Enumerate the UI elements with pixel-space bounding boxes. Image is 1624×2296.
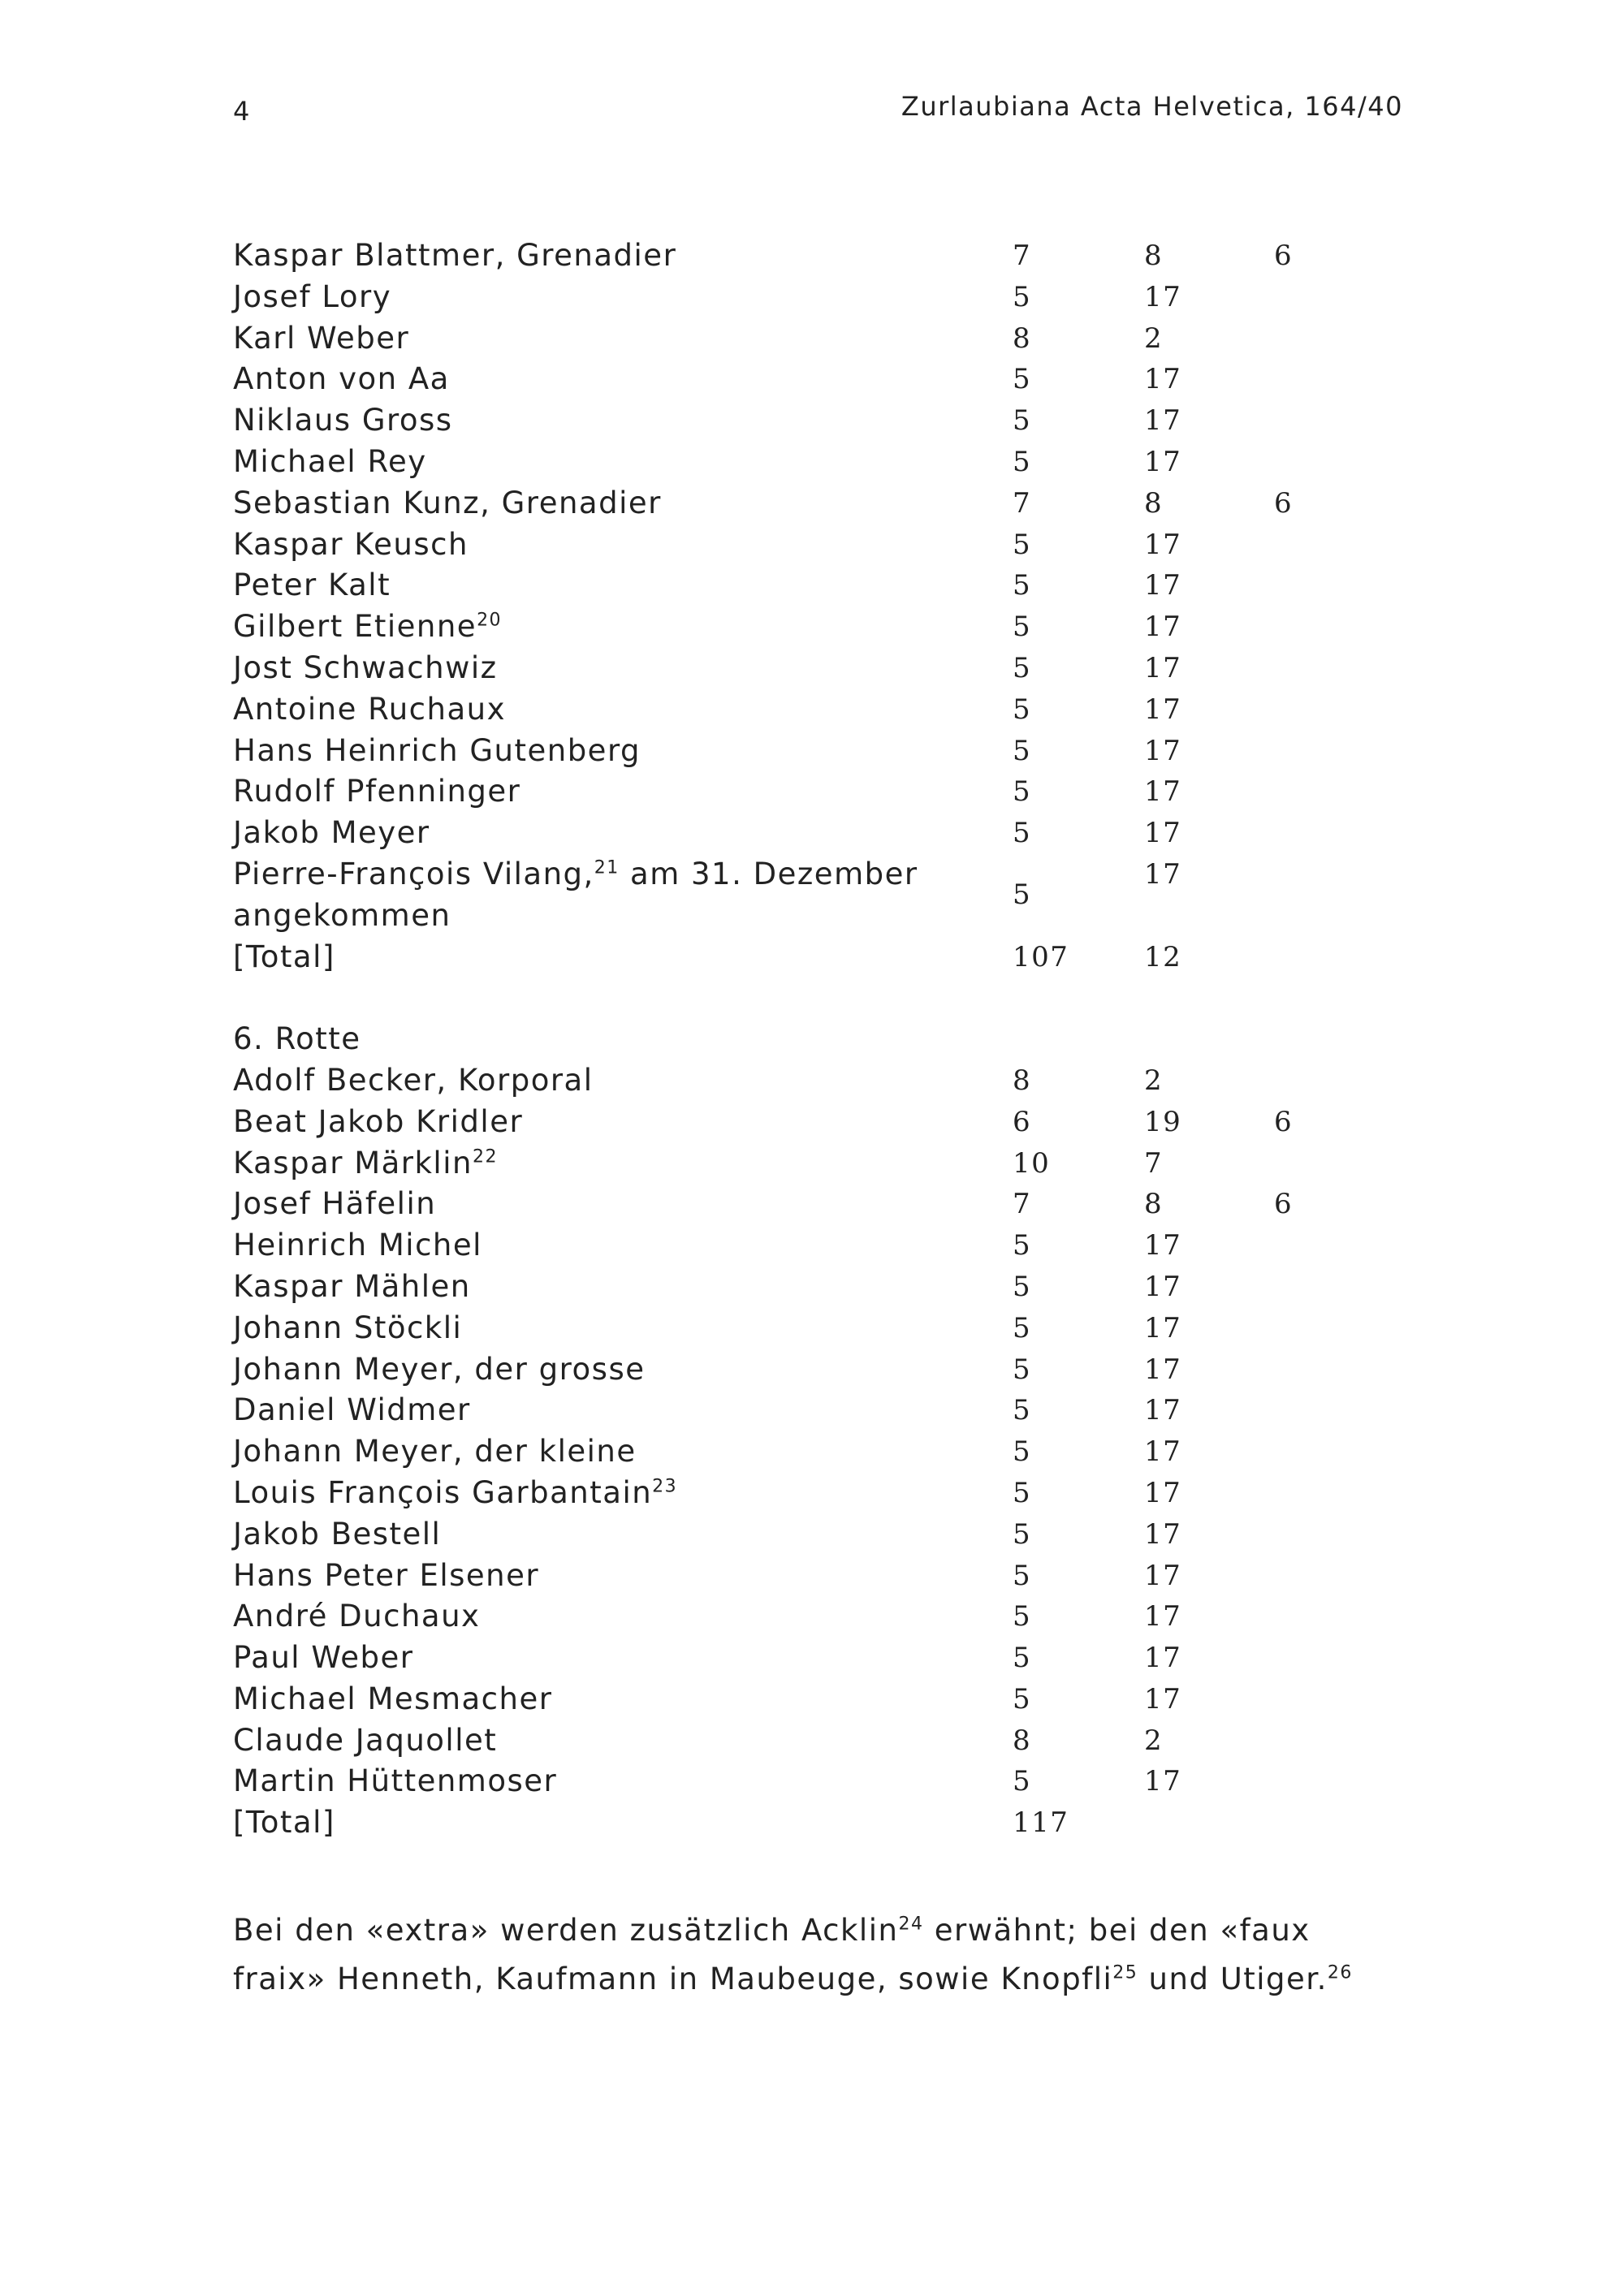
name-text: Hans Peter Elsener <box>233 1557 540 1593</box>
name-cell <box>233 1473 964 1514</box>
table-row <box>233 1431 1386 1473</box>
name-cell <box>233 1102 964 1143</box>
table-row <box>233 235 1386 277</box>
table-row <box>233 1225 1386 1267</box>
name-text: Martin Hüttenmoser <box>233 1763 558 1799</box>
table-row <box>233 937 1386 978</box>
value-col-2: 17 <box>1144 1682 1182 1716</box>
name-cell <box>233 1679 964 1720</box>
name-text: Michael Rey <box>233 443 427 479</box>
table-row <box>233 1390 1386 1431</box>
value-col-1: 5 <box>1013 445 1032 478</box>
table-row <box>233 1679 1386 1720</box>
value-col-2: 17 <box>1144 1642 1182 1675</box>
name-cell <box>233 1267 964 1308</box>
table-row <box>233 1308 1386 1349</box>
name-cell <box>233 235 964 277</box>
name-text: Louis François Garbantain <box>233 1474 653 1510</box>
value-col-2: 8 <box>1144 1188 1164 1221</box>
value-col-2: 12 <box>1144 940 1182 973</box>
value-col-3: 6 <box>1274 486 1294 520</box>
name-text: Johann Meyer, der grosse <box>233 1351 646 1387</box>
value-col-2: 17 <box>1144 1229 1182 1262</box>
name-cell <box>233 400 964 442</box>
name-cell <box>233 937 964 978</box>
value-col-2: 17 <box>1144 651 1182 684</box>
table-row <box>233 277 1386 318</box>
running-header: Zurlaubiana Acta Helvetica, 164/40 <box>901 91 1403 122</box>
footnote-ref-25: 25 <box>1112 1962 1138 1983</box>
value-col-1: 5 <box>1013 528 1032 561</box>
value-col-2: 17 <box>1144 693 1182 726</box>
name-text: Johann Meyer, der kleine <box>233 1434 637 1470</box>
name-text: Paul Weber <box>233 1640 414 1676</box>
table-row <box>233 606 1386 648</box>
footnote-ref: 21 <box>594 857 620 878</box>
table-row <box>233 565 1386 606</box>
name-cell <box>233 731 964 772</box>
table-row <box>233 1638 1386 1679</box>
value-col-2: 17 <box>1144 611 1182 644</box>
table-row <box>233 689 1386 731</box>
name-text: Daniel Widmer <box>233 1392 471 1428</box>
footnote-ref: 20 <box>477 610 503 631</box>
footnote-ref-26: 26 <box>1327 1962 1353 1983</box>
name-text: Sebastian Kunz, Grenadier <box>233 485 662 520</box>
value-col-2: 17 <box>1144 363 1182 396</box>
name-text: Kaspar Mählen <box>233 1268 471 1304</box>
name-cell <box>233 689 964 731</box>
name-cell <box>233 854 964 937</box>
name-text: Josef Lory <box>233 278 392 314</box>
value-col-1: 5 <box>1013 1270 1032 1303</box>
name-text: Claude Jaquollet <box>233 1722 498 1758</box>
name-cell <box>233 1761 964 1802</box>
value-col-1: 5 <box>1013 1642 1032 1675</box>
name-text: Adolf Becker, Korporal <box>233 1062 594 1098</box>
value-col-2: 17 <box>1144 1311 1182 1344</box>
name-text: Peter Kalt <box>233 568 391 603</box>
name-text: Niklaus Gross <box>233 403 453 438</box>
value-col-1: 107 <box>1013 940 1069 973</box>
name-text: Karl Weber <box>233 320 410 356</box>
value-col-1: 5 <box>1013 280 1032 313</box>
table-row <box>233 1267 1386 1308</box>
value-col-1: 5 <box>1013 775 1032 809</box>
name-text: Gilbert Etienne <box>233 609 477 645</box>
table-row <box>233 1556 1386 1597</box>
name-text: Antoine Ruchaux <box>233 691 506 727</box>
value-col-1: 5 <box>1013 651 1032 684</box>
name-text: Kaspar Blattmer, Grenadier <box>233 238 677 273</box>
value-col-2: 17 <box>1144 1476 1182 1509</box>
value-col-2: 17 <box>1144 817 1182 850</box>
value-col-2: 17 <box>1144 1394 1182 1427</box>
value-col-1: 6 <box>1013 1105 1032 1138</box>
name-cell <box>233 1720 964 1762</box>
name-cell <box>233 771 964 813</box>
name-cell <box>233 1060 964 1102</box>
value-col-3: 6 <box>1274 1188 1294 1221</box>
table-row <box>233 1060 1386 1102</box>
value-col-2: 2 <box>1144 1724 1164 1757</box>
value-col-1: 7 <box>1013 240 1032 272</box>
name-cell <box>233 359 964 400</box>
value-col-2: 2 <box>1144 322 1164 355</box>
name-text: Josef Häfelin <box>233 1186 437 1222</box>
table-row <box>233 1514 1386 1556</box>
table-row <box>233 813 1386 854</box>
value-col-1: 5 <box>1013 1559 1032 1592</box>
value-col-2: 17 <box>1144 1270 1182 1303</box>
name-text: Rudolf Pfenninger <box>233 774 521 809</box>
value-col-1: 5 <box>1013 1311 1032 1344</box>
name-cell <box>233 1143 964 1185</box>
value-col-2: 17 <box>1144 734 1182 767</box>
value-col-3: 6 <box>1274 240 1294 272</box>
table-row <box>233 1761 1386 1802</box>
table-row <box>233 1184 1386 1225</box>
name-text: Heinrich Michel <box>233 1228 482 1263</box>
value-col-1: 7 <box>1013 486 1032 520</box>
table-row <box>233 1143 1386 1185</box>
name-cell <box>233 1802 964 1844</box>
value-col-1: 5 <box>1013 363 1032 396</box>
name-text: André Duchaux <box>233 1599 481 1634</box>
row-spacer <box>233 978 1386 1019</box>
name-cell <box>233 1225 964 1267</box>
name-cell <box>233 1390 964 1431</box>
value-col-2: 17 <box>1144 857 1182 891</box>
value-col-1: 5 <box>1013 569 1032 602</box>
value-col-1: 8 <box>1013 1724 1032 1757</box>
table-row <box>233 1102 1386 1143</box>
value-col-2: 19 <box>1144 1105 1182 1138</box>
name-text: Jakob Bestell <box>233 1516 442 1552</box>
name-cell <box>233 1308 964 1349</box>
name-cell <box>233 483 964 524</box>
table-row <box>233 524 1386 566</box>
name-cell <box>233 813 964 854</box>
name-cell <box>233 277 964 318</box>
value-col-1: 5 <box>1013 817 1032 850</box>
table-row <box>233 359 1386 400</box>
value-col-2: 17 <box>1144 1765 1182 1798</box>
value-col-1: 5 <box>1013 1229 1032 1262</box>
value-col-1: 5 <box>1013 1765 1032 1798</box>
value-col-1: 5 <box>1013 611 1032 644</box>
note-part-2: erwähnt; bei den «faux fraix» Henneth, Kaufmann in Maubeuge, sowie Knopfli <box>233 1913 1311 1996</box>
value-col-1: 5 <box>1013 734 1032 767</box>
footnote-ref: 23 <box>652 1476 678 1497</box>
footnote-ref-24: 24 <box>898 1914 924 1935</box>
value-col-2: 17 <box>1144 775 1182 809</box>
name-cell <box>233 1184 964 1225</box>
page-number: 4 <box>233 96 251 127</box>
name-cell <box>233 1431 964 1473</box>
value-col-1: 8 <box>1013 322 1032 355</box>
table-row <box>233 1596 1386 1638</box>
value-col-2: 8 <box>1144 486 1164 520</box>
name-text-tail: am 31. Dezember angekommen <box>233 856 918 933</box>
name-text: [Total] <box>233 939 335 974</box>
value-col-1: 10 <box>1013 1146 1051 1180</box>
name-text: Kaspar Märklin <box>233 1145 473 1180</box>
name-text: Jost Schwachwiz <box>233 650 498 685</box>
name-text: Anton von Aa <box>233 361 450 397</box>
table-row <box>233 318 1386 360</box>
table-row <box>233 1720 1386 1762</box>
table-row <box>233 771 1386 813</box>
name-cell <box>233 1556 964 1597</box>
name-text: Michael Mesmacher <box>233 1681 553 1716</box>
value-col-1: 5 <box>1013 1682 1032 1716</box>
name-text: Jakob Meyer <box>233 815 430 851</box>
value-col-2: 17 <box>1144 1435 1182 1469</box>
value-col-1: 5 <box>1013 404 1032 438</box>
name-cell <box>233 1514 964 1556</box>
table-row <box>233 648 1386 689</box>
table-row <box>233 854 1386 937</box>
value-col-1: 117 <box>1013 1806 1069 1840</box>
table-row <box>233 1473 1386 1514</box>
name-text: [Total] <box>233 1805 335 1841</box>
value-col-2: 2 <box>1144 1064 1164 1097</box>
value-col-2: 17 <box>1144 1559 1182 1592</box>
footnote-ref: 22 <box>472 1146 498 1167</box>
value-col-1: 5 <box>1013 1353 1032 1386</box>
name-cell <box>233 442 964 483</box>
closing-paragraph <box>233 1906 1386 2004</box>
value-col-2: 17 <box>1144 1353 1182 1386</box>
name-cell <box>233 318 964 360</box>
value-col-2: 17 <box>1144 528 1182 561</box>
name-text: Pierre-François Vilang, <box>233 856 594 891</box>
note-part-1: Bei den «extra» werden zusätzlich Acklin <box>233 1913 899 1948</box>
value-col-2: 17 <box>1144 569 1182 602</box>
value-col-2: 17 <box>1144 280 1182 313</box>
value-col-1: 8 <box>1013 1064 1032 1097</box>
value-col-2: 17 <box>1144 1600 1182 1634</box>
value-col-1: 5 <box>1013 1435 1032 1469</box>
name-cell <box>233 606 964 648</box>
table-row <box>233 1802 1386 1844</box>
name-cell <box>233 1019 964 1060</box>
table-row <box>233 1349 1386 1391</box>
table-row <box>233 483 1386 524</box>
name-text: 6. Rotte <box>233 1021 361 1057</box>
name-text: Hans Heinrich Gutenberg <box>233 732 641 768</box>
name-text: Beat Jakob Kridler <box>233 1103 524 1139</box>
name-text: Johann Stöckli <box>233 1310 463 1345</box>
value-col-1: 5 <box>1013 1394 1032 1427</box>
roster-table <box>233 235 1386 1844</box>
value-col-1: 5 <box>1013 1517 1032 1551</box>
value-col-1: 5 <box>1013 1600 1032 1634</box>
value-col-2: 7 <box>1144 1146 1164 1180</box>
value-col-1: 5 <box>1013 1476 1032 1509</box>
value-col-1: 7 <box>1013 1188 1032 1221</box>
value-col-2: 17 <box>1144 445 1182 478</box>
name-cell <box>233 1596 964 1638</box>
value-col-2: 17 <box>1144 404 1182 438</box>
table-row <box>233 1019 1386 1060</box>
name-cell <box>233 1638 964 1679</box>
name-cell <box>233 648 964 689</box>
table-row <box>233 400 1386 442</box>
value-col-1: 5 <box>1013 878 1032 911</box>
note-part-3: und Utiger. <box>1138 1962 1328 1996</box>
value-col-3: 6 <box>1274 1105 1294 1138</box>
value-col-1: 5 <box>1013 693 1032 726</box>
name-text: Kaspar Keusch <box>233 526 469 562</box>
table-row <box>233 731 1386 772</box>
value-col-2: 17 <box>1144 1517 1182 1551</box>
name-cell <box>233 1349 964 1391</box>
name-cell <box>233 524 964 566</box>
value-col-2: 8 <box>1144 240 1164 272</box>
table-row <box>233 442 1386 483</box>
name-cell <box>233 565 964 606</box>
